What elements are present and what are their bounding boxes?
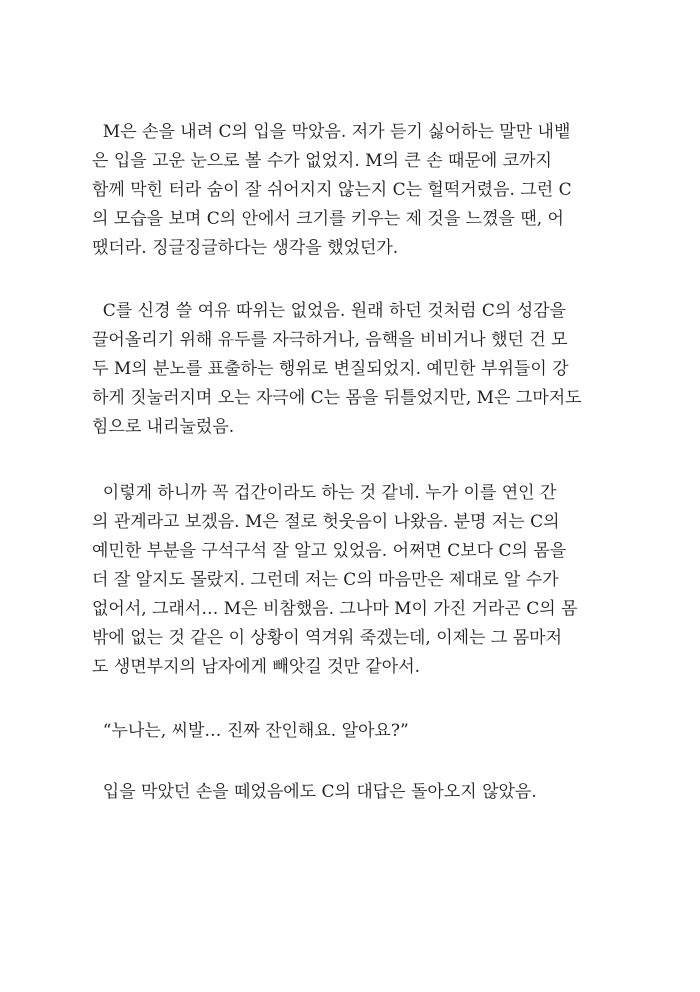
text-line: C를 신경 쓸 여유 따위는 없었음. 원래 하던 것처럼 C의 성감을 xyxy=(92,301,566,321)
text-line: 입을 막았던 손을 떼었음에도 C의 대답은 돌아오지 않았음. xyxy=(92,782,537,802)
text-line: 함께 막힌 터라 숨이 잘 쉬어지지 않는지 C는 헐떡거렸음. 그런 C xyxy=(92,180,572,200)
text-line: 더 잘 알지도 몰랐지. 그런데 저는 C의 마음만은 제대로 알 수가 xyxy=(92,570,559,590)
text-line: 의 모습을 보며 C의 안에서 크기를 키우는 제 것을 느꼈을 땐, 어 xyxy=(92,209,564,229)
paragraph-5 xyxy=(92,778,612,807)
text-line: 밖에 없는 것 같은 이 상황이 역겨워 죽겠는데, 이제는 그 몸마저 xyxy=(92,628,562,648)
text-line: 은 입을 고운 눈으로 볼 수가 없었지. M의 큰 손 때문에 코까지 xyxy=(92,151,552,171)
text-line: 의 관계라고 보겠음. M은 절로 헛웃음이 나왔음. 분명 저는 C의 xyxy=(92,512,560,532)
text-line: 끌어올리기 위해 유두를 자극하거나, 음핵을 비비거나 했던 건 모 xyxy=(92,330,568,350)
text-line: 없어서, 그래서… M은 비참했음. 그나마 M이 가진 거라곤 C의 몸 xyxy=(92,599,578,619)
dialogue-line xyxy=(92,717,612,746)
text-line: 도 생면부지의 남자에게 빼앗길 것만 같아서. xyxy=(92,657,421,677)
paragraph-3 xyxy=(92,479,612,682)
paragraph-1 xyxy=(92,118,612,263)
text-line: 하게 짓눌러지며 오는 자극에 C는 몸을 뒤틀었지만, M은 그마저도 xyxy=(92,388,582,408)
text-line: 이렇게 하니까 꼭 겁간이라도 하는 것 같네. 누가 이를 연인 간 xyxy=(92,483,557,503)
text-line: 두 M의 분노를 표출하는 행위로 변질되었지. 예민한 부위들이 강 xyxy=(92,359,569,379)
text-line: 예민한 부분을 구석구석 잘 알고 있었음. 어쩌면 C보다 C의 몸을 xyxy=(92,541,567,561)
paragraph-2 xyxy=(92,297,612,442)
text-line: “누나는, 씨발… 진짜 잔인해요. 알아요?” xyxy=(92,721,409,741)
text-line: 땠더라. 징글징글하다는 생각을 했었던가. xyxy=(92,238,399,258)
text-line: 힘으로 내리눌렀음. xyxy=(92,417,235,437)
text-line: M은 손을 내려 C의 입을 막았음. 저가 듣기 싫어하는 말만 내뱉 xyxy=(92,122,571,142)
